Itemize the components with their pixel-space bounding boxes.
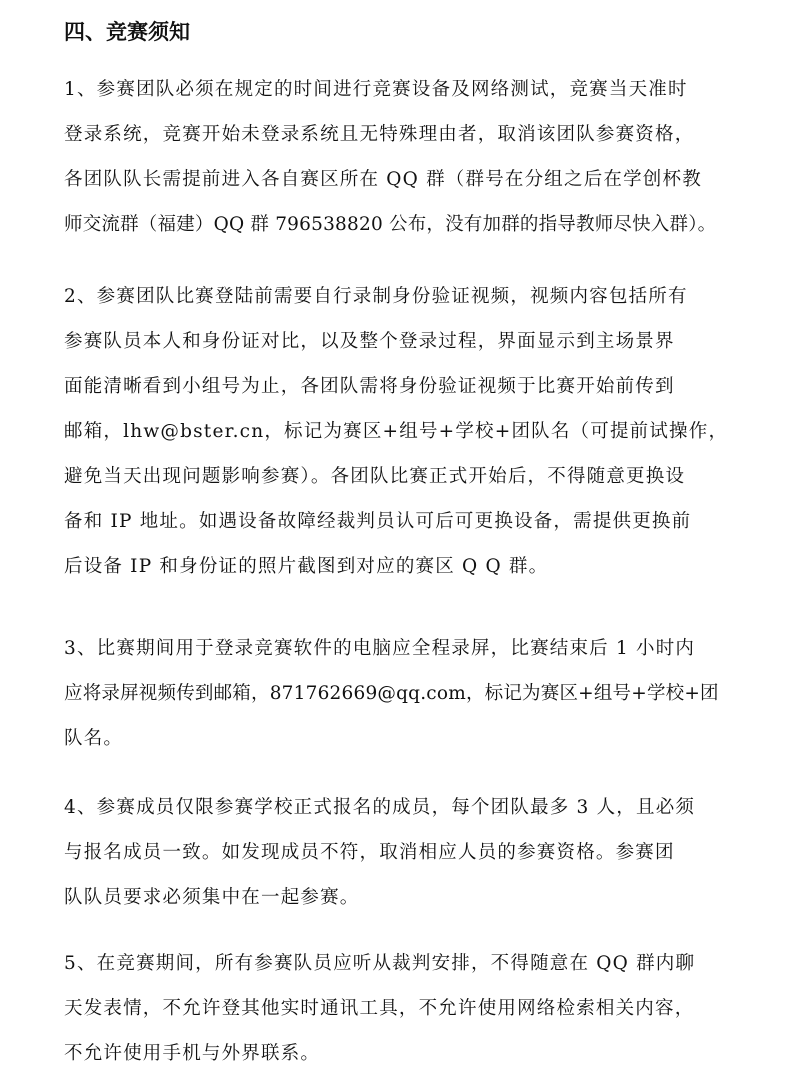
text-line: 5、在竞赛期间，所有参赛队员应听从裁判安排，不得随意在 QQ 群内聊 bbox=[64, 953, 696, 974]
text-line: 队队员要求必须集中在一起参赛。 bbox=[64, 887, 360, 908]
notice-item-5 bbox=[64, 941, 754, 1076]
text-line: 应将录屏视频传到邮箱，871762669@qq.com，标记为赛区+组号+学校+团 bbox=[64, 683, 719, 704]
text-line: 不允许使用手机与外界联系。 bbox=[64, 1043, 321, 1064]
text-line: 避免当天出现问题影响参赛）。各团队比赛正式开始后，不得随意更换设 bbox=[64, 466, 686, 487]
text-line: 各团队队长需提前进入各自赛区所在 QQ 群（群号在分组之后在学创杯教 bbox=[64, 169, 702, 190]
text-line: 与报名成员一致。如发现成员不符，取消相应人员的参赛资格。参赛团 bbox=[64, 842, 675, 863]
text-line: 参赛队员本人和身份证对比，以及整个登录过程，界面显示到主场景界 bbox=[64, 331, 675, 352]
notice-item-1 bbox=[64, 67, 754, 247]
text-line: 队名。 bbox=[64, 728, 124, 749]
text-line: 邮箱，lhw@bster.cn，标记为赛区+组号+学校+团队名（可提前试操作， bbox=[64, 421, 729, 442]
text-line: 1、参赛团队必须在规定的时间进行竞赛设备及网络测试，竞赛当天准时 bbox=[64, 79, 688, 100]
notice-item-2 bbox=[64, 274, 754, 589]
text-line: 面能清晰看到小组号为止，各团队需将身份验证视频于比赛开始前传到 bbox=[64, 376, 675, 397]
notice-item-3 bbox=[64, 626, 754, 761]
text-line: 登录系统，竞赛开始未登录系统且无特殊理由者，取消该团队参赛资格， bbox=[64, 124, 695, 145]
text-line: 后设备 IP 和身份证的照片截图到对应的赛区 Q Q 群。 bbox=[64, 556, 549, 577]
text-line: 3、比赛期间用于登录竞赛软件的电脑应全程录屏，比赛结束后 1 小时内 bbox=[64, 638, 696, 659]
text-line: 2、参赛团队比赛登陆前需要自行录制身份验证视频，视频内容包括所有 bbox=[64, 286, 688, 307]
section-heading: 四、竞赛须知 bbox=[64, 20, 190, 44]
text-line: 备和 IP 地址。如遇设备故障经裁判员认可后可更换设备，需提供更换前 bbox=[64, 511, 692, 532]
notice-item-4 bbox=[64, 785, 754, 920]
text-line: 师交流群（福建）QQ 群 796538820 公布，没有加群的指导教师尽快入群）。 bbox=[64, 214, 717, 235]
text-line: 4、参赛成员仅限参赛学校正式报名的成员，每个团队最多 3 人，且必须 bbox=[64, 797, 696, 818]
text-line: 天发表情，不允许登其他实时通讯工具，不允许使用网络检索相关内容， bbox=[64, 998, 695, 1019]
